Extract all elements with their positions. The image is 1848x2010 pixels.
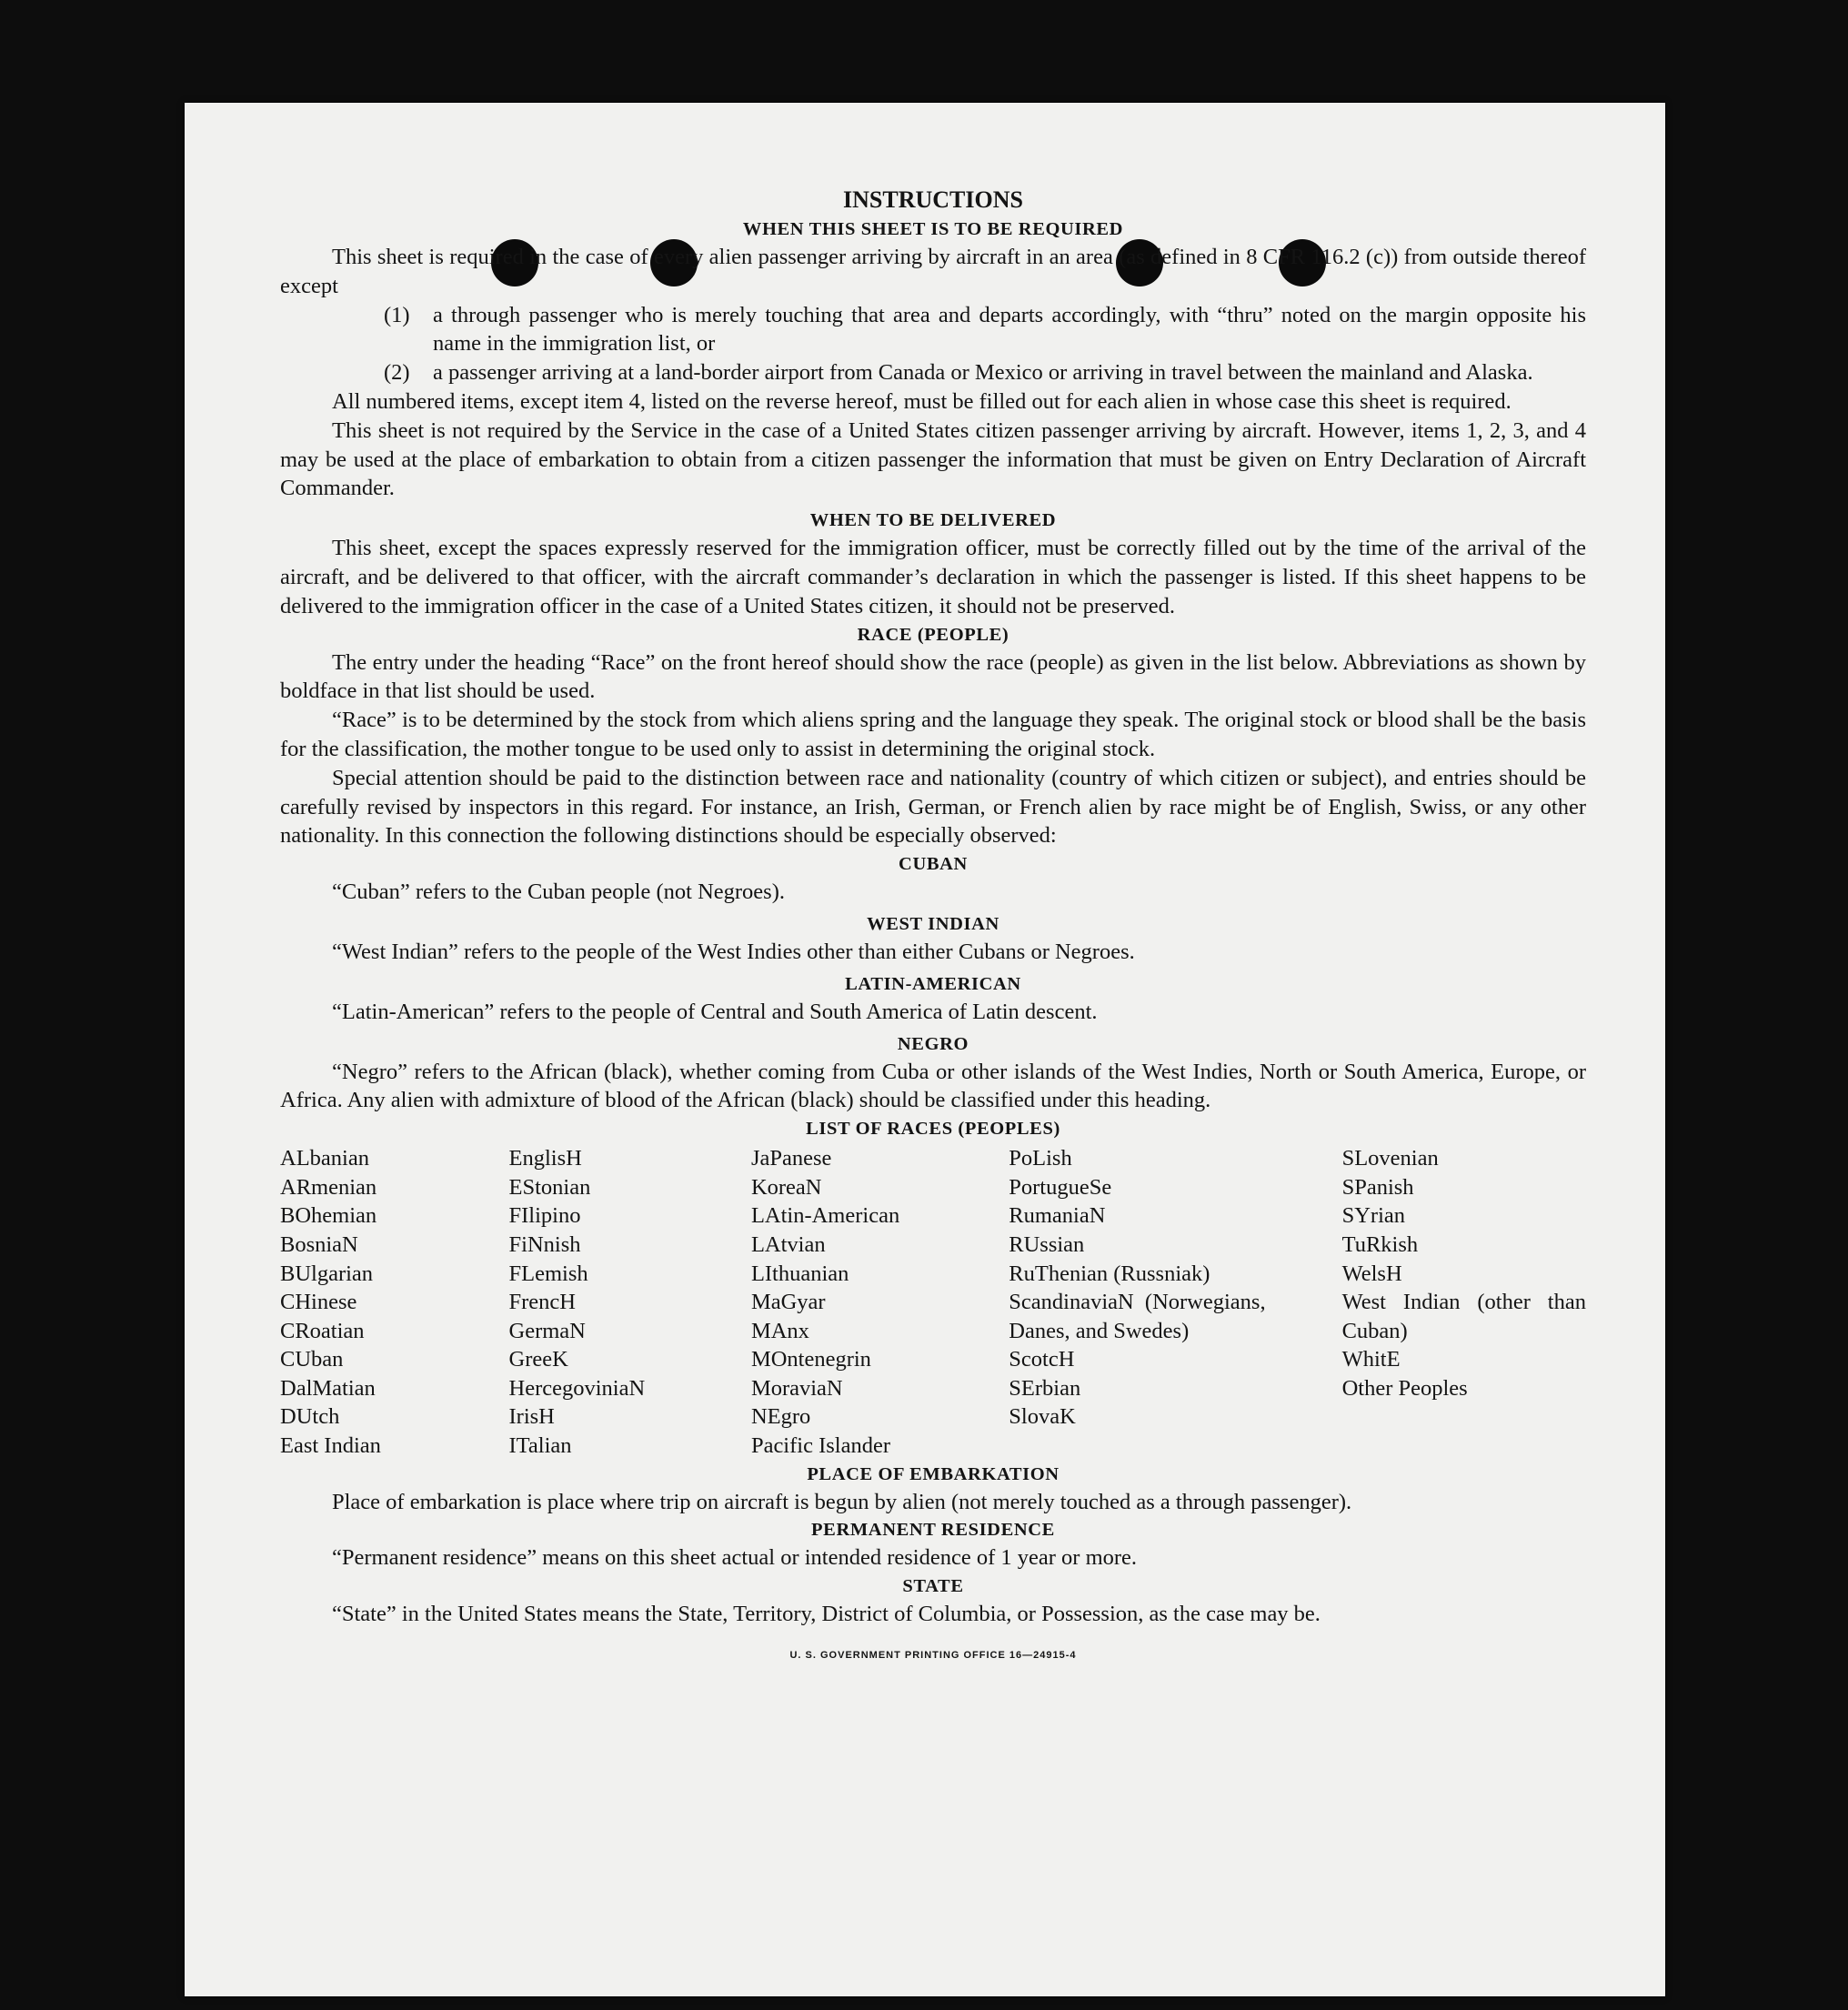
heading-permanent-residence: PERMANENT RESIDENCE [811, 1520, 1055, 1541]
item-number: (2) [384, 360, 410, 386]
race-entry: FiNnish [508, 1231, 581, 1257]
race-entry: KoreaN [750, 1174, 822, 1200]
race-entry: MOntenegrin [750, 1347, 871, 1372]
race-entry: PoLish [1009, 1146, 1072, 1171]
paragraph: “Negro” refers to the African (black), whether coming from Cuba or other islands of the West Indies, North or South America, Europe, or Africa. Any alien with admixture of blood of the African (black) should be classified under this heading. [280, 1059, 1586, 1113]
race-entry: CRoatian [280, 1318, 365, 1343]
paragraph: This sheet, except the spaces expressly reserved for the immigration officer, must be correctly filled out by the time of the arrival of the aircraft, and be delivered to that officer, with the aircraft commander’s declaration in which the passenger is listed. If this sheet happens to be delivered to the immigration officer in the case of a United States citizen, it should not be preserved. [280, 536, 1586, 618]
race-entry: SlovaK [1009, 1404, 1076, 1430]
race-entry: HercegoviniaN [508, 1375, 646, 1401]
race-entry: JaPanese [750, 1146, 832, 1171]
race-entry: West Indian (other than Cuban) [1341, 1290, 1586, 1343]
paragraph: Place of embarkation is place where trip on aircraft is begun by alien (not merely touched as a through passenger). [332, 1489, 1352, 1514]
heading-cuban: CUBAN [899, 854, 968, 875]
heading-when-required: WHEN THIS SHEET IS TO BE REQUIRED [742, 219, 1124, 239]
race-entry: LAtvian [750, 1231, 826, 1257]
race-entry: ScotcH [1009, 1347, 1075, 1372]
race-entry: East Indian [280, 1433, 381, 1459]
race-entry: ALbanian [280, 1146, 369, 1171]
race-entry: NEgro [750, 1404, 811, 1430]
heading-west-indian: WEST INDIAN [867, 913, 999, 934]
race-entry: EStonian [508, 1174, 591, 1200]
race-entry: ARmenian [280, 1174, 377, 1200]
page-title: INSTRUCTIONS [843, 186, 1023, 213]
race-entry: ScandinaviaN (Norwegians, Danes, and Swedes) [1009, 1290, 1266, 1343]
races-column [509, 1144, 751, 1461]
heading-latin-american: LATIN-AMERICAN [845, 973, 1021, 994]
heading-race: RACE (PEOPLE) [857, 624, 1009, 645]
race-entry: TuRkish [1341, 1231, 1419, 1257]
heading-negro: NEGRO [897, 1033, 969, 1054]
race-entry: GreeK [508, 1347, 568, 1372]
races-column [1342, 1144, 1586, 1461]
race-entry: LAtin-American [750, 1203, 900, 1229]
race-entry: DalMatian [280, 1375, 376, 1401]
race-entry: MaGyar [750, 1290, 826, 1315]
paragraph: “State” in the United States means the State, Territory, District of Columbia, or Possession, as the case may be. [332, 1602, 1321, 1627]
race-entry: IrisH [508, 1404, 555, 1430]
race-entry: ITalian [508, 1433, 572, 1459]
races-column [1009, 1144, 1265, 1461]
paragraph: “Cuban” refers to the Cuban people (not Negroes). [332, 879, 785, 905]
item-text: a passenger arriving at a land-border airport from Canada or Mexico or arriving in travel between the mainland and Alaska. [433, 360, 1533, 386]
item-number: (1) [384, 302, 410, 327]
race-entry: SLovenian [1341, 1146, 1439, 1171]
paragraph: “Race” is to be determined by the stock from which aliens spring and the language they speak. The original stock or blood shall be the basis for the classification, the mother tongue to be used only to assist in determining the original stock. [280, 708, 1586, 761]
race-entry: FIlipino [508, 1203, 581, 1229]
race-entry: SErbian [1009, 1375, 1081, 1401]
race-entry: MAnx [750, 1318, 809, 1343]
race-entry: WhitE [1341, 1347, 1401, 1372]
paragraph: Special attention should be paid to the distinction between race and nationality (country of which citizen or subject), and entries should be carefully revised by inspectors in this regard. For instance, an Irish, German, or French alien by race might be of English, Swiss, or any other nationality. In this connection the following distinctions should be especially observed: [280, 765, 1586, 849]
race-entry: Other Peoples [1341, 1375, 1468, 1401]
race-entry: RumaniaN [1009, 1203, 1106, 1229]
heading-list-of-races: LIST OF RACES (PEOPLES) [806, 1119, 1060, 1140]
instructions-body [280, 185, 1586, 1671]
paragraph: This sheet is not required by the Service in the case of a United States citizen passenger arriving by aircraft. However, items 1, 2, 3, and 4 may be used at the place of embarkation to obtain from a citizen passenger the information that must be given on Entry Declaration of Aircraft Commander. [280, 417, 1586, 501]
paragraph: This sheet is required in the case of every alien passenger arriving by aircraft in an area (as defined in 8 CFR 116.2 (c)) from outside thereof except [280, 245, 1586, 298]
race-entry: RuThenian (Russniak) [1009, 1261, 1210, 1286]
race-entry: LIthuanian [750, 1261, 849, 1286]
races-column [280, 1144, 509, 1461]
race-entry: SPanish [1341, 1174, 1414, 1200]
races-list [280, 1144, 1586, 1461]
race-entry: RUssian [1009, 1231, 1085, 1257]
heading-state: STATE [902, 1576, 964, 1597]
race-entry: DUtch [280, 1404, 340, 1430]
race-entry: CHinese [280, 1290, 357, 1315]
race-entry: EnglisH [508, 1146, 582, 1171]
race-entry: WelsH [1341, 1261, 1402, 1286]
races-column [751, 1144, 1009, 1461]
race-entry: SYrian [1341, 1203, 1406, 1229]
paragraph: All numbered items, except item 4, listed on the reverse hereof, must be filled out for each alien in whose case this sheet is required. [332, 388, 1512, 414]
race-entry: FrencH [508, 1290, 576, 1315]
list-item [384, 358, 1586, 387]
race-entry: PortugueSe [1009, 1174, 1112, 1200]
race-entry: GermaN [508, 1318, 586, 1343]
paragraph: “Permanent residence” means on this sheet actual or intended residence of 1 year or more. [332, 1545, 1138, 1571]
item-text: a through passenger who is merely touching that area and departs accordingly, with “thru” noted on the margin opposite his name in the immigration list, or [433, 302, 1586, 357]
heading-place-of-embarkation: PLACE OF EMBARKATION [807, 1463, 1060, 1484]
paragraph: The entry under the heading “Race” on the front hereof should show the race (people) as given in the list below. Abbreviations as shown by boldface in that list should be used. [280, 649, 1586, 704]
race-entry: FLemish [508, 1261, 588, 1286]
race-entry: BOhemian [280, 1203, 377, 1229]
list-item [384, 301, 1586, 359]
printer-imprint: U. S. GOVERNMENT PRINTING OFFICE 16—24915-4 [789, 1650, 1077, 1662]
paragraph: “West Indian” refers to the people of the West Indies other than either Cubans or Negroes. [332, 939, 1135, 964]
race-entry: BosniaN [280, 1231, 358, 1257]
race-entry: BUlgarian [280, 1261, 374, 1286]
race-entry: MoraviaN [750, 1375, 843, 1401]
race-entry: Pacific Islander [750, 1433, 890, 1459]
race-entry: CUban [280, 1347, 344, 1372]
heading-when-delivered: WHEN TO BE DELIVERED [809, 510, 1057, 531]
paragraph: “Latin-American” refers to the people of Central and South America of Latin descent. [332, 999, 1098, 1024]
